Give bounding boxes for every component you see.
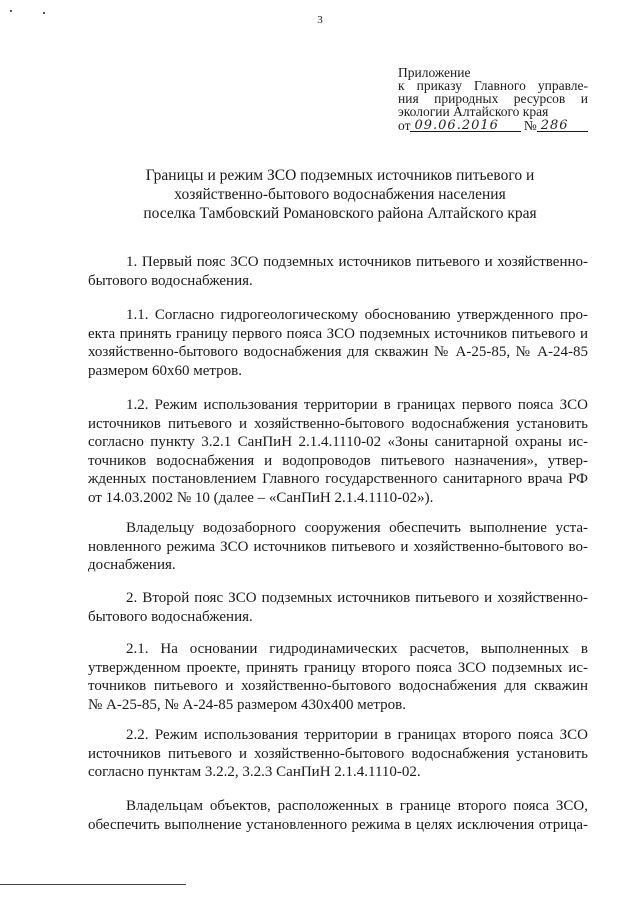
paragraph-2-2 [88, 726, 588, 782]
paragraph-owners-2 [88, 797, 588, 834]
paragraph-1-1 [88, 306, 588, 380]
text-line: точников питьевого и хозяйственно-бытового водоснабжения для скважин [88, 678, 588, 694]
number-label: № [523, 118, 537, 133]
text-line: 2. Второй пояс ЗСО подземных источников питьевого и хозяйственно- [126, 590, 588, 606]
text-line: екта принять границу первого пояса ЗСО подземных источников питьевого и [88, 325, 588, 342]
text-line: размером 60х60 метров. [88, 362, 242, 379]
text-line: согласно пунктам 3.2.2, 3.2.3 СанПиН 2.1.4.1110-02. [88, 764, 421, 780]
text-line: 1. Первый пояс ЗСО подземных источников питьевого и хозяйственно- [126, 254, 588, 270]
paragraph-owner-1 [88, 519, 588, 575]
text-line: бытового водоснабжения. [88, 272, 253, 289]
appendix-date-number-line [398, 119, 588, 132]
text-line: согласно пункту 3.2.1 СанПиН 2.1.4.1110-02 «Зоны санитарной охраны ис- [88, 434, 588, 450]
appendix-heading: Приложение [398, 65, 471, 80]
appendix-line: к приказу Главного управле- [398, 78, 588, 93]
text-line: 2.1. На основании гидродинамических расчетов, выполненных в [126, 641, 588, 657]
text-line: утвержденном проекте, принять границу второго пояса ЗСО подземных ис- [88, 659, 588, 676]
text-line: жденных постановлением Главного государственного санитарного врача РФ [88, 471, 588, 487]
appendix-line: экологии Алтайского края [398, 104, 549, 119]
text-line: Владельцу водозаборного сооружения обеспечить выполнение уста- [126, 520, 588, 536]
title-line: поселка Тамбовский Романовского района Алтайского края [143, 205, 537, 222]
text-line: новленного режима ЗСО источников питьевого и хозяйственно-бытового во- [88, 538, 588, 555]
text-line: 1.2. Режим использования территории в границах первого пояса ЗСО [126, 397, 588, 413]
date-field [410, 119, 520, 132]
text-line: источников питьевого и хозяйственно-бытового водоснабжения установить [88, 415, 588, 432]
text-line: хозяйственно-бытового водоснабжения для скважин № А-25-85, № А-24-85 [88, 344, 588, 360]
handwritten-number: 286 [540, 118, 569, 133]
page-number: 3 [317, 14, 323, 26]
paragraph-2-1 [88, 640, 588, 714]
handwritten-date: 09.06.2016 [414, 118, 499, 133]
paragraph-1-2 [88, 396, 588, 507]
appendix-line: ния природных ресурсов и [398, 91, 588, 106]
number-field [537, 119, 588, 132]
text-line: бытового водоснабжения. [88, 608, 253, 625]
footer-rule [0, 884, 186, 885]
text-line: № А-25-85, № А-24-85 размером 430х400 метров. [88, 696, 406, 713]
text-line: от 14.03.2002 № 10 (далее – «СанПиН 2.1.4.1110-02»). [88, 489, 434, 506]
text-line: обеспечить выполнение установленного режима в целях исключения отрица- [88, 816, 588, 833]
text-line: доснабжения. [88, 557, 176, 573]
document-title [120, 166, 560, 223]
appendix-block [398, 66, 588, 132]
paragraph-2 [88, 589, 588, 626]
title-line: хозяйственно-бытового водоснабжения населения [174, 186, 506, 203]
paragraph-1 [88, 253, 588, 290]
title-line: Границы и режим ЗСО подземных источников питьевого и [145, 167, 535, 184]
scan-speck [10, 10, 12, 12]
text-line: источников питьевого и хозяйственно-бытового водоснабжения установить [88, 745, 588, 762]
text-line: 1.1. Согласно гидрогеологическому обоснованию утвержденного про- [126, 307, 588, 323]
text-line: Владельцам объектов, расположенных в границе второго пояса ЗСО, [126, 798, 588, 814]
text-line: 2.2. Режим использования территории в границах второго пояса ЗСО [126, 727, 588, 743]
text-line: точников водоснабжения и водопроводов питьевого назначения», утвер- [88, 452, 588, 469]
from-label: от [398, 118, 411, 133]
